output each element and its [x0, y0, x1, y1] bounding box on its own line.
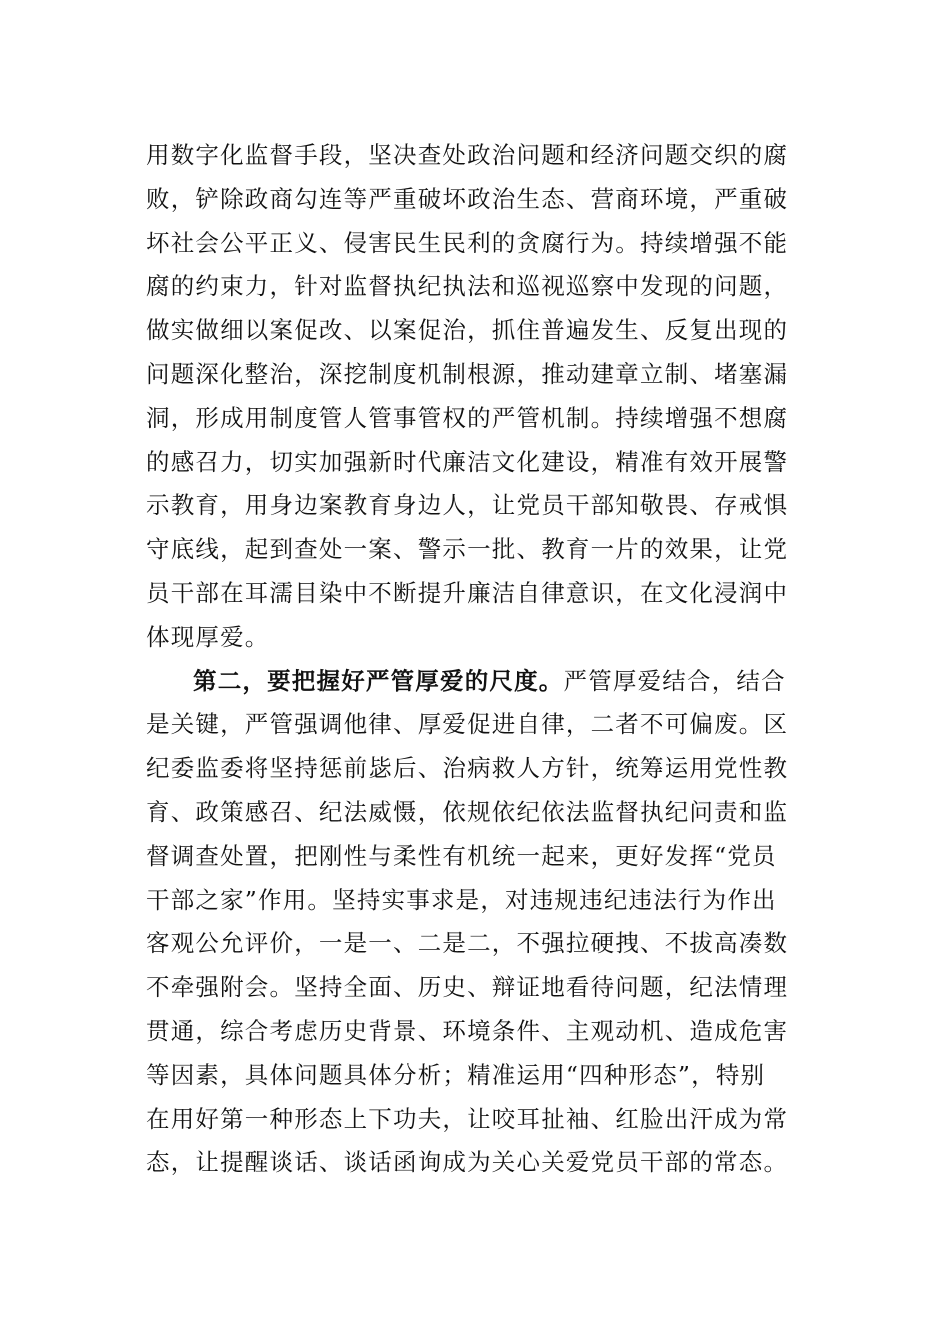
section-heading: 第二，要把握好严管厚爱的尺度。 [193, 666, 564, 695]
paragraph-line: 干部之家”作用。坚持实事求是，对违规违纪违法行为作出 [146, 885, 777, 914]
paragraph-line: 示教育，用身边案教育身边人，让党员干部知敬畏、存戒惧 [146, 491, 789, 520]
paragraph-line: 育、政策感召、纪法威慑，依规依纪依法监督执纪问责和监 [146, 797, 789, 826]
paragraph-line-rest: 严管厚爱结合，结合 [563, 666, 786, 695]
paragraph-line: 败，铲除政商勾连等严重破坏政治生态、营商环境，严重破 [146, 184, 789, 213]
paragraph-line: 坏社会公平正义、侵害民生民利的贪腐行为。持续增强不能 [146, 228, 789, 257]
paragraph-line: 在用好第一种形态上下功夫，让咬耳扯袖、红脸出汗成为常 [146, 1104, 789, 1133]
paragraph-line: 体现厚爱。 [146, 622, 270, 651]
document-body [146, 134, 806, 1185]
paragraph-line: 是关键，严管强调他律、厚爱促进自律，二者不可偏废。区 [146, 710, 789, 739]
paragraph-line: 用数字化监督手段，坚决查处政治问题和经济问题交织的腐 [146, 141, 789, 169]
paragraph-first-line [146, 660, 806, 704]
paragraph-line: 员干部在耳濡目染中不断提升廉洁自律意识，在文化浸润中 [146, 578, 789, 607]
paragraph-line: 贯通，综合考虑历史背景、环境条件、主观动机、造成危害 [146, 1016, 789, 1045]
paragraph-line: 纪委监委将坚持惩前毖后、治病救人方针，统筹运用党性教 [146, 754, 789, 783]
paragraph-line: 的感召力，切实加强新时代廉洁文化建设，精准有效开展警 [146, 447, 789, 476]
paragraph-line: 督调查处置，把刚性与柔性有机统一起来，更好发挥“党员 [146, 841, 777, 870]
paragraph-line: 客观公允评价，一是一、二是二，不强拉硬拽、不拔高凑数 [146, 929, 789, 958]
paragraph-line: 态，让提醒谈话、谈话函询成为关心关爱党员干部的常态。 [146, 1148, 789, 1177]
paragraph-line: 守底线，起到查处一案、警示一批、教育一片的效果，让党 [146, 535, 789, 564]
paragraph-line: 不牵强附会。坚持全面、历史、辩证地看待问题，纪法情理 [146, 973, 789, 1002]
paragraph-line: 腐的约束力，针对监督执纪执法和巡视巡察中发现的问题， [146, 272, 789, 301]
paragraph-line: 洞，形成用制度管人管事管权的严管机制。持续增强不想腐 [146, 403, 789, 432]
paragraph-2 [146, 660, 806, 1186]
paragraph-line: 做实做细以案促改、以案促治，抓住普遍发生、反复出现的 [146, 316, 789, 345]
paragraph-line: 问题深化整治，深挖制度机制根源，推动建章立制、堵塞漏 [146, 359, 789, 388]
paragraph-1 [146, 134, 806, 660]
paragraph-line: 等因素，具体问题具体分析；精准运用“四种形态”，特别 [146, 1060, 766, 1089]
